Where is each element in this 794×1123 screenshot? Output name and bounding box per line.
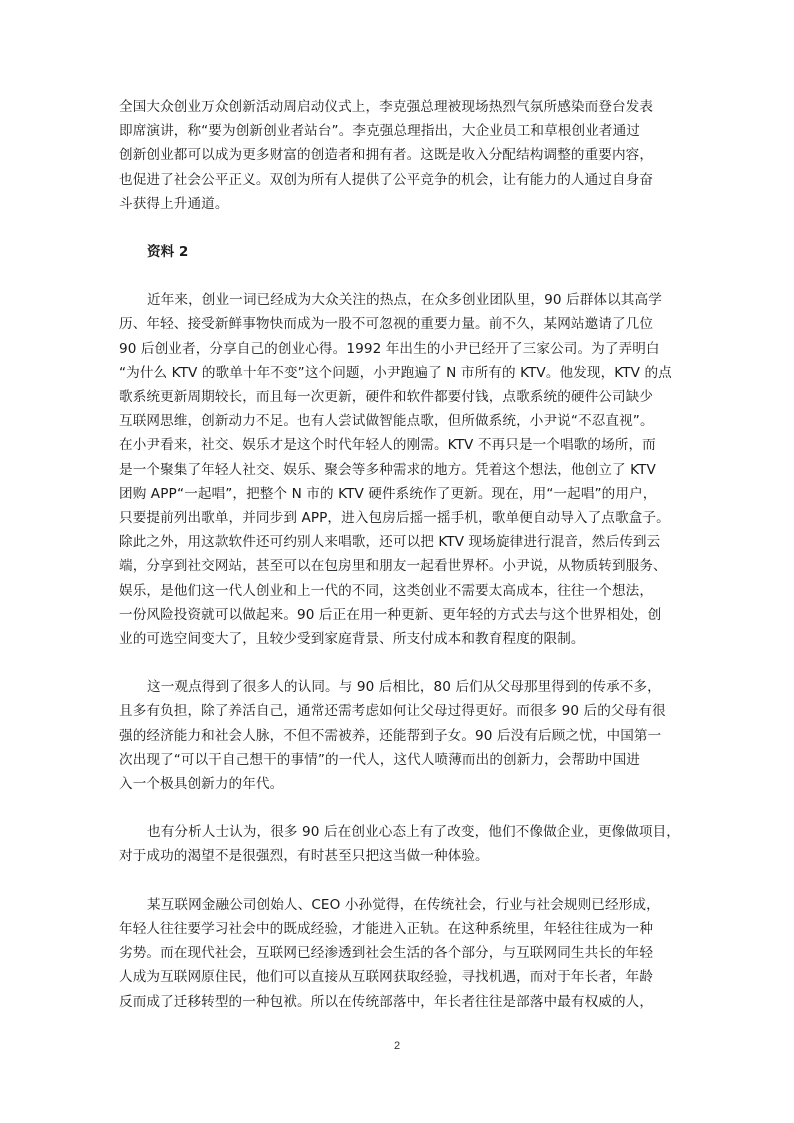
text-line: 这一观点得到了很多人的认同。与 90 后相比，80 后们从父母那里得到的传承不多，	[147, 679, 661, 696]
text-line: 歌系统更新周期较长，而且每一次更新，硬件和软件都要付钱，点歌系统的硬件公司缺少	[119, 389, 654, 406]
text-line: 人成为互联网原住民，他们可以直接从互联网获取经验，寻找机遇，而对于年长者，年龄	[119, 969, 654, 986]
text-line: 也促进了社会公平正义。双创为所有人提供了公平竞争的机会，让有能力的人通过自身奋	[119, 171, 654, 188]
text-line: 创新创业都可以成为更多财富的创造者和拥有者。这既是收入分配结构调整的重要内容，	[119, 147, 654, 164]
document-body	[119, 95, 679, 1014]
text-line: 年轻人往往要学习社会中的既成经验，才能进入正轨。在这种系统里，年轻往往成为一种	[119, 920, 654, 937]
paragraph-gap	[119, 216, 679, 240]
text-line: 只要提前列出歌单，并同步到 APP，进入包房后摇一摇手机，歌单便自动导入了点歌盒子。	[119, 510, 670, 527]
text-line: 劣势。而在现代社会，互联网已经渗透到社会生活的各个部分，与互联网同生共长的年轻	[119, 945, 654, 962]
text-line: 端，分享到社交网站，甚至可以在包房里和朋友一起看世界杯。小尹说，从物质转到服务、	[119, 558, 667, 575]
text-line: 近年来，创业一词已经成为大众关注的热点，在众多创业团队里，90 后群体以其高学	[147, 292, 662, 309]
paragraph-gap	[119, 651, 679, 675]
text-line: 一份风险投资就可以做起来。90 后正在用一种更新、更年轻的方式去与这个世界相处，创	[119, 606, 662, 623]
text-line: 强的经济能力和社会人脉，不但不需被养，还能帮到子女。90 后没有后顾之忧，中国第一	[119, 727, 662, 744]
text-line: 且多有负担，除了养活自己，通常还需考虑如何让父母过得更好。而很多 90 后的父母有很	[119, 703, 666, 720]
intro-paragraph	[119, 95, 679, 216]
text-line: 即席演讲，称“要为创新创业者站台”。李克强总理指出，大企业员工和草根创业者通过	[119, 123, 640, 140]
text-line: 除此之外，用这款软件还可约别人来唱歌，还可以把 KTV 现场旋律进行混音，然后传到云	[119, 534, 661, 551]
paragraph-gap	[119, 264, 679, 288]
section-heading: 资料 2	[147, 244, 189, 261]
text-line: 全国大众创业万众创新活动周启动仪式上，李克强总理被现场热烈气氛所感染而登台发表	[119, 99, 654, 115]
text-line: 历、年轻、接受新鲜事物快而成为一股不可忽视的重要力量。前不久，某网站邀请了几位	[119, 316, 654, 333]
text-line: 入一个极具创新力的年代。	[119, 776, 284, 793]
text-line: 某互联网金融公司创始人、CEO 小孙觉得，在传统社会，行业与社会规则已经形成，	[147, 896, 660, 913]
paragraph	[119, 675, 679, 796]
text-line: 团购 APP“一起唱”，把整个 N 市的 KTV 硬件系统作了更新。现在，用“一起唱”的用户，	[119, 485, 657, 502]
text-line: 斗获得上升通道。	[119, 195, 229, 212]
text-line: 业的可选空间变大了，且较少受到家庭背景、所支付成本和教育程度的限制。	[119, 631, 585, 648]
text-line: 互联网思维，创新动力不足。也有人尝试做智能点歌，但所做系统，小尹说“不忍直视”。	[119, 413, 654, 430]
text-line: 90 后创业者，分享自己的创业心得。1992 年出生的小尹已经开了三家公司。为了弄明白	[119, 340, 660, 357]
text-line: 次出现了“可以干自己想干的事情”的一代人，这代人喷薄而出的创新力，会帮助中国进	[119, 751, 640, 768]
paragraph-gap	[119, 869, 679, 893]
text-line: 是一个聚集了年轻人社交、娱乐、聚会等多种需求的地方。凭着这个想法，他创立了 KTV	[119, 461, 656, 478]
text-line: “为什么 KTV 的歌单十年不变”这个问题，小尹跑遍了 N 市所有的 KTV。他发现，KTV 的点	[119, 364, 672, 381]
text-line: 反而成了迁移转型的一种包袱。所以在传统部落中，年长者往往是部落中最有权威的人，	[119, 993, 654, 1010]
paragraph	[119, 288, 679, 651]
text-line: 娱乐，是他们这一代人创业和上一代的不同，这类创业不需要太高成本，往往一个想法，	[119, 582, 654, 599]
paragraph	[119, 893, 679, 1014]
page-number: 2	[393, 1040, 401, 1052]
text-line: 也有分析人士认为，很多 90 后在创业心态上有了改变，他们不像做企业，更像做项目，	[147, 824, 681, 841]
text-line: 在小尹看来，社交、娱乐才是这个时代年轻人的刚需。KTV 不再只是一个唱歌的场所，而	[119, 437, 656, 454]
paragraph-gap	[119, 796, 679, 820]
text-line: 对于成功的渴望不是很强烈，有时甚至只把这当做一种体验。	[119, 848, 489, 865]
paragraph	[119, 820, 679, 868]
